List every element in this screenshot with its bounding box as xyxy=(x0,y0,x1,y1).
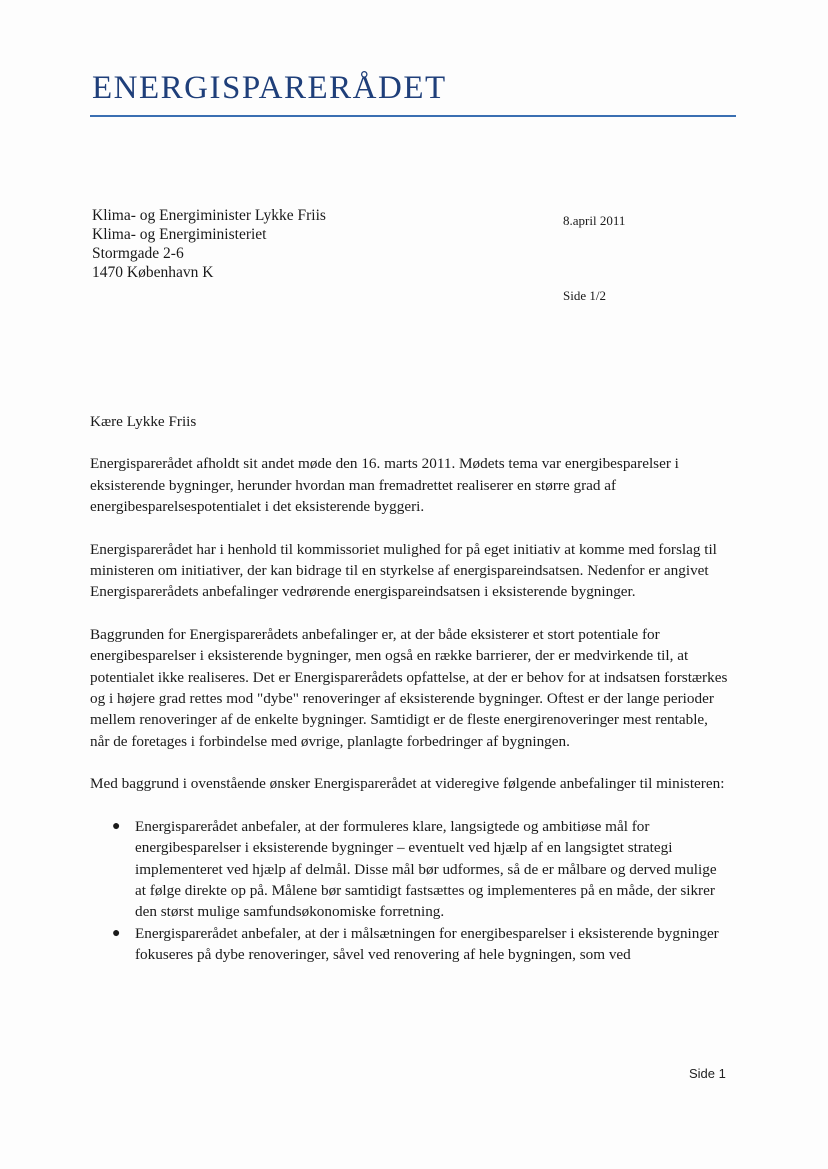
recommendation-text: Energisparerådet anbefaler, at der i målsætningen for energibesparelser i eksisterende bygninger fokuseres på dybe renoveringer, såvel ved renovering af hele bygningen, som ved xyxy=(135,924,719,964)
letterhead-rule xyxy=(90,115,736,117)
recipient-line: Klima- og Energiminister Lykke Friis xyxy=(92,207,326,224)
body-paragraph: Baggrunden for Energisparerådets anbefalinger er, at der både eksisterer et stort potentiale for energibesparelser i eksisterende bygninger, men også en række barrierer, der er medvirkende til, at potentialet ikke realiseres. Det er Energisparerådets opfattelse, at der er behov for at indsatsen forstærkes og i højere grad rettes mod "dybe" renoveringer af eksisterende bygninger. Oftest er der lange perioder mellem renoveringer af de enkelte bygninger. Samtidigt er de fleste energirenoveringer mest rentable, når de foretages i forbindelse med øvrige, planlagte forbedringer af bygningen. xyxy=(90,625,728,750)
list-item xyxy=(90,923,730,966)
list-item xyxy=(90,816,730,923)
letter-date: 8.april 2011 xyxy=(563,213,626,228)
bullet-icon: ● xyxy=(112,925,121,941)
recipient-line: Stormgade 2-6 xyxy=(92,245,184,262)
letterhead-title: ENERGISPARERÅDET xyxy=(92,70,447,106)
body-paragraph: Energisparerådet har i henhold til kommissoriet mulighed for på eget initiativ at komme med forslag til ministeren om initiativer, der kan bidrage til en styrkelse af energispareindsatsen. Nedenfor er angivet Energisparerådets anbefalinger vedrørende energispareindsatsen i eksisterende bygninger. xyxy=(90,540,717,601)
body-paragraph: Med baggrund i ovenstående ønsker Energisparerådet at videregive følgende anbefalinger til ministeren: xyxy=(90,775,725,793)
recommendation-list xyxy=(90,816,730,966)
page-reference: Side 1/2 xyxy=(563,288,606,303)
recommendation-text: Energisparerådet anbefaler, at der formuleres klare, langsigtede og ambitiøse mål for energibesparelser i eksisterende bygninger – eventuelt ved hjælp af en langsigtet strategi implementeret ved hjælp af delmål. Disse mål bør udformes, så de er målbare og derved mulige at følge direkte op på. Målene bør samtidigt fastsættes og implementeres på en måde, der sikrer den størst mulige samfundsøkonomiske forretning. xyxy=(135,817,717,921)
recipient-address xyxy=(92,206,326,282)
footer-page-number: Side 1 xyxy=(689,1066,726,1081)
body-paragraph: Energisparerådet afholdt sit andet møde den 16. marts 2011. Mødets tema var energibesparelser i eksisterende bygninger, herunder hvordan man fremadrettet realiserer en større grad af energibesparelsespotentialet i det eksisterende byggeri. xyxy=(90,455,679,516)
letter-body xyxy=(90,411,730,966)
salutation: Kære Lykke Friis xyxy=(90,413,197,430)
recipient-line: Klima- og Energiministeriet xyxy=(92,226,267,243)
bullet-icon: ● xyxy=(112,818,121,834)
recipient-line: 1470 København K xyxy=(92,264,214,281)
